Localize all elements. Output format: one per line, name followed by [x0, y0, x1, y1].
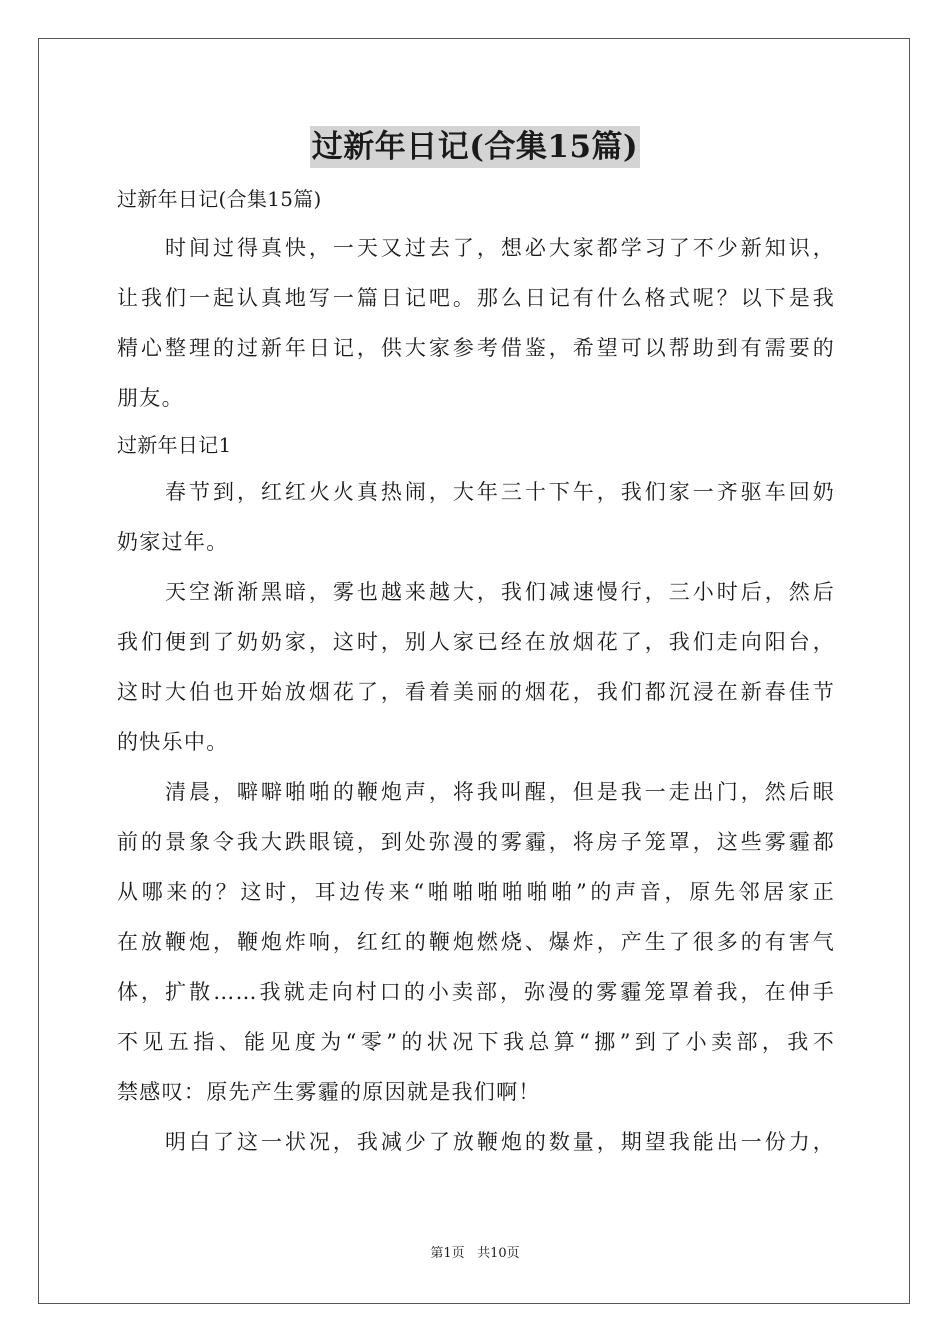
- paragraph-line: 体，扩散……我就走向村口的小卖部，弥漫的雾霾笼罩着我，在伸手: [117, 980, 835, 1004]
- paragraph-line: 春节到，红红火火真热闹，大年三十下午，我们家一齐驱车回奶: [165, 480, 835, 504]
- paragraph-line: 奶家过年。: [117, 530, 229, 554]
- paragraph: [117, 1117, 835, 1167]
- page-total: 共10页: [477, 1246, 520, 1261]
- paragraph-line: 清晨，噼噼啪啪的鞭炮声，将我叫醒，但是我一走出门，然后眼: [165, 780, 835, 804]
- intro-line: 精心整理的过新年日记，供大家参考借鉴，希望可以帮助到有需要的: [117, 336, 835, 360]
- paragraph: [117, 467, 835, 567]
- title-area: [0, 126, 950, 168]
- page-footer: [0, 1244, 950, 1264]
- paragraph-line: 的快乐中。: [117, 730, 229, 754]
- intro-paragraph: [117, 223, 835, 423]
- paragraph-line: 在放鞭炮，鞭炮炸响，红红的鞭炮燃烧、爆炸，产生了很多的有害气: [117, 930, 835, 954]
- intro-line: 让我们一起认真地写一篇日记吧。那么日记有什么格式呢？以下是我: [117, 286, 835, 310]
- paragraph-line: 我们便到了奶奶家，这时，别人家已经在放烟花了，我们走向阳台，: [117, 630, 835, 654]
- paragraph-line: 天空渐渐黑暗，雾也越来越大，我们减速慢行，三小时后，然后: [165, 580, 835, 604]
- footer-spacer: [465, 1246, 477, 1261]
- document-subtitle: 过新年日记(合集15篇): [117, 187, 322, 211]
- paragraph-line: 明白了这一状况，我减少了放鞭炮的数量，期望我能出一份力，: [165, 1130, 835, 1154]
- paragraph-line: 这时大伯也开始放烟花了，看着美丽的烟花，我们都沉浸在新春佳节: [117, 680, 835, 704]
- paragraph: [117, 767, 835, 1117]
- paragraph: [117, 567, 835, 767]
- intro-line: 朋友。: [117, 386, 184, 410]
- paragraph-line: 从哪来的？这时，耳边传来“啪啪啪啪啪啪”的声音，原先邻居家正: [117, 880, 835, 904]
- intro-line: 时间过得真快，一天又过去了，想必大家都学习了不少新知识，: [165, 236, 835, 260]
- page-number: 第1页: [430, 1246, 465, 1261]
- section-heading: 过新年日记1: [117, 433, 232, 457]
- paragraph-line: 前的景象令我大跌眼镜，到处弥漫的雾霾，将房子笼罩，这些雾霾都: [117, 830, 835, 854]
- paragraph-line: 不见五指、能见度为“零”的状况下我总算“挪”到了小卖部，我不: [117, 1030, 835, 1054]
- document-title: 过新年日记(合集15篇): [310, 126, 640, 168]
- paragraph-line: 禁感叹：原先产生雾霾的原因就是我们啊！: [117, 1080, 541, 1104]
- document-body: [117, 177, 835, 1167]
